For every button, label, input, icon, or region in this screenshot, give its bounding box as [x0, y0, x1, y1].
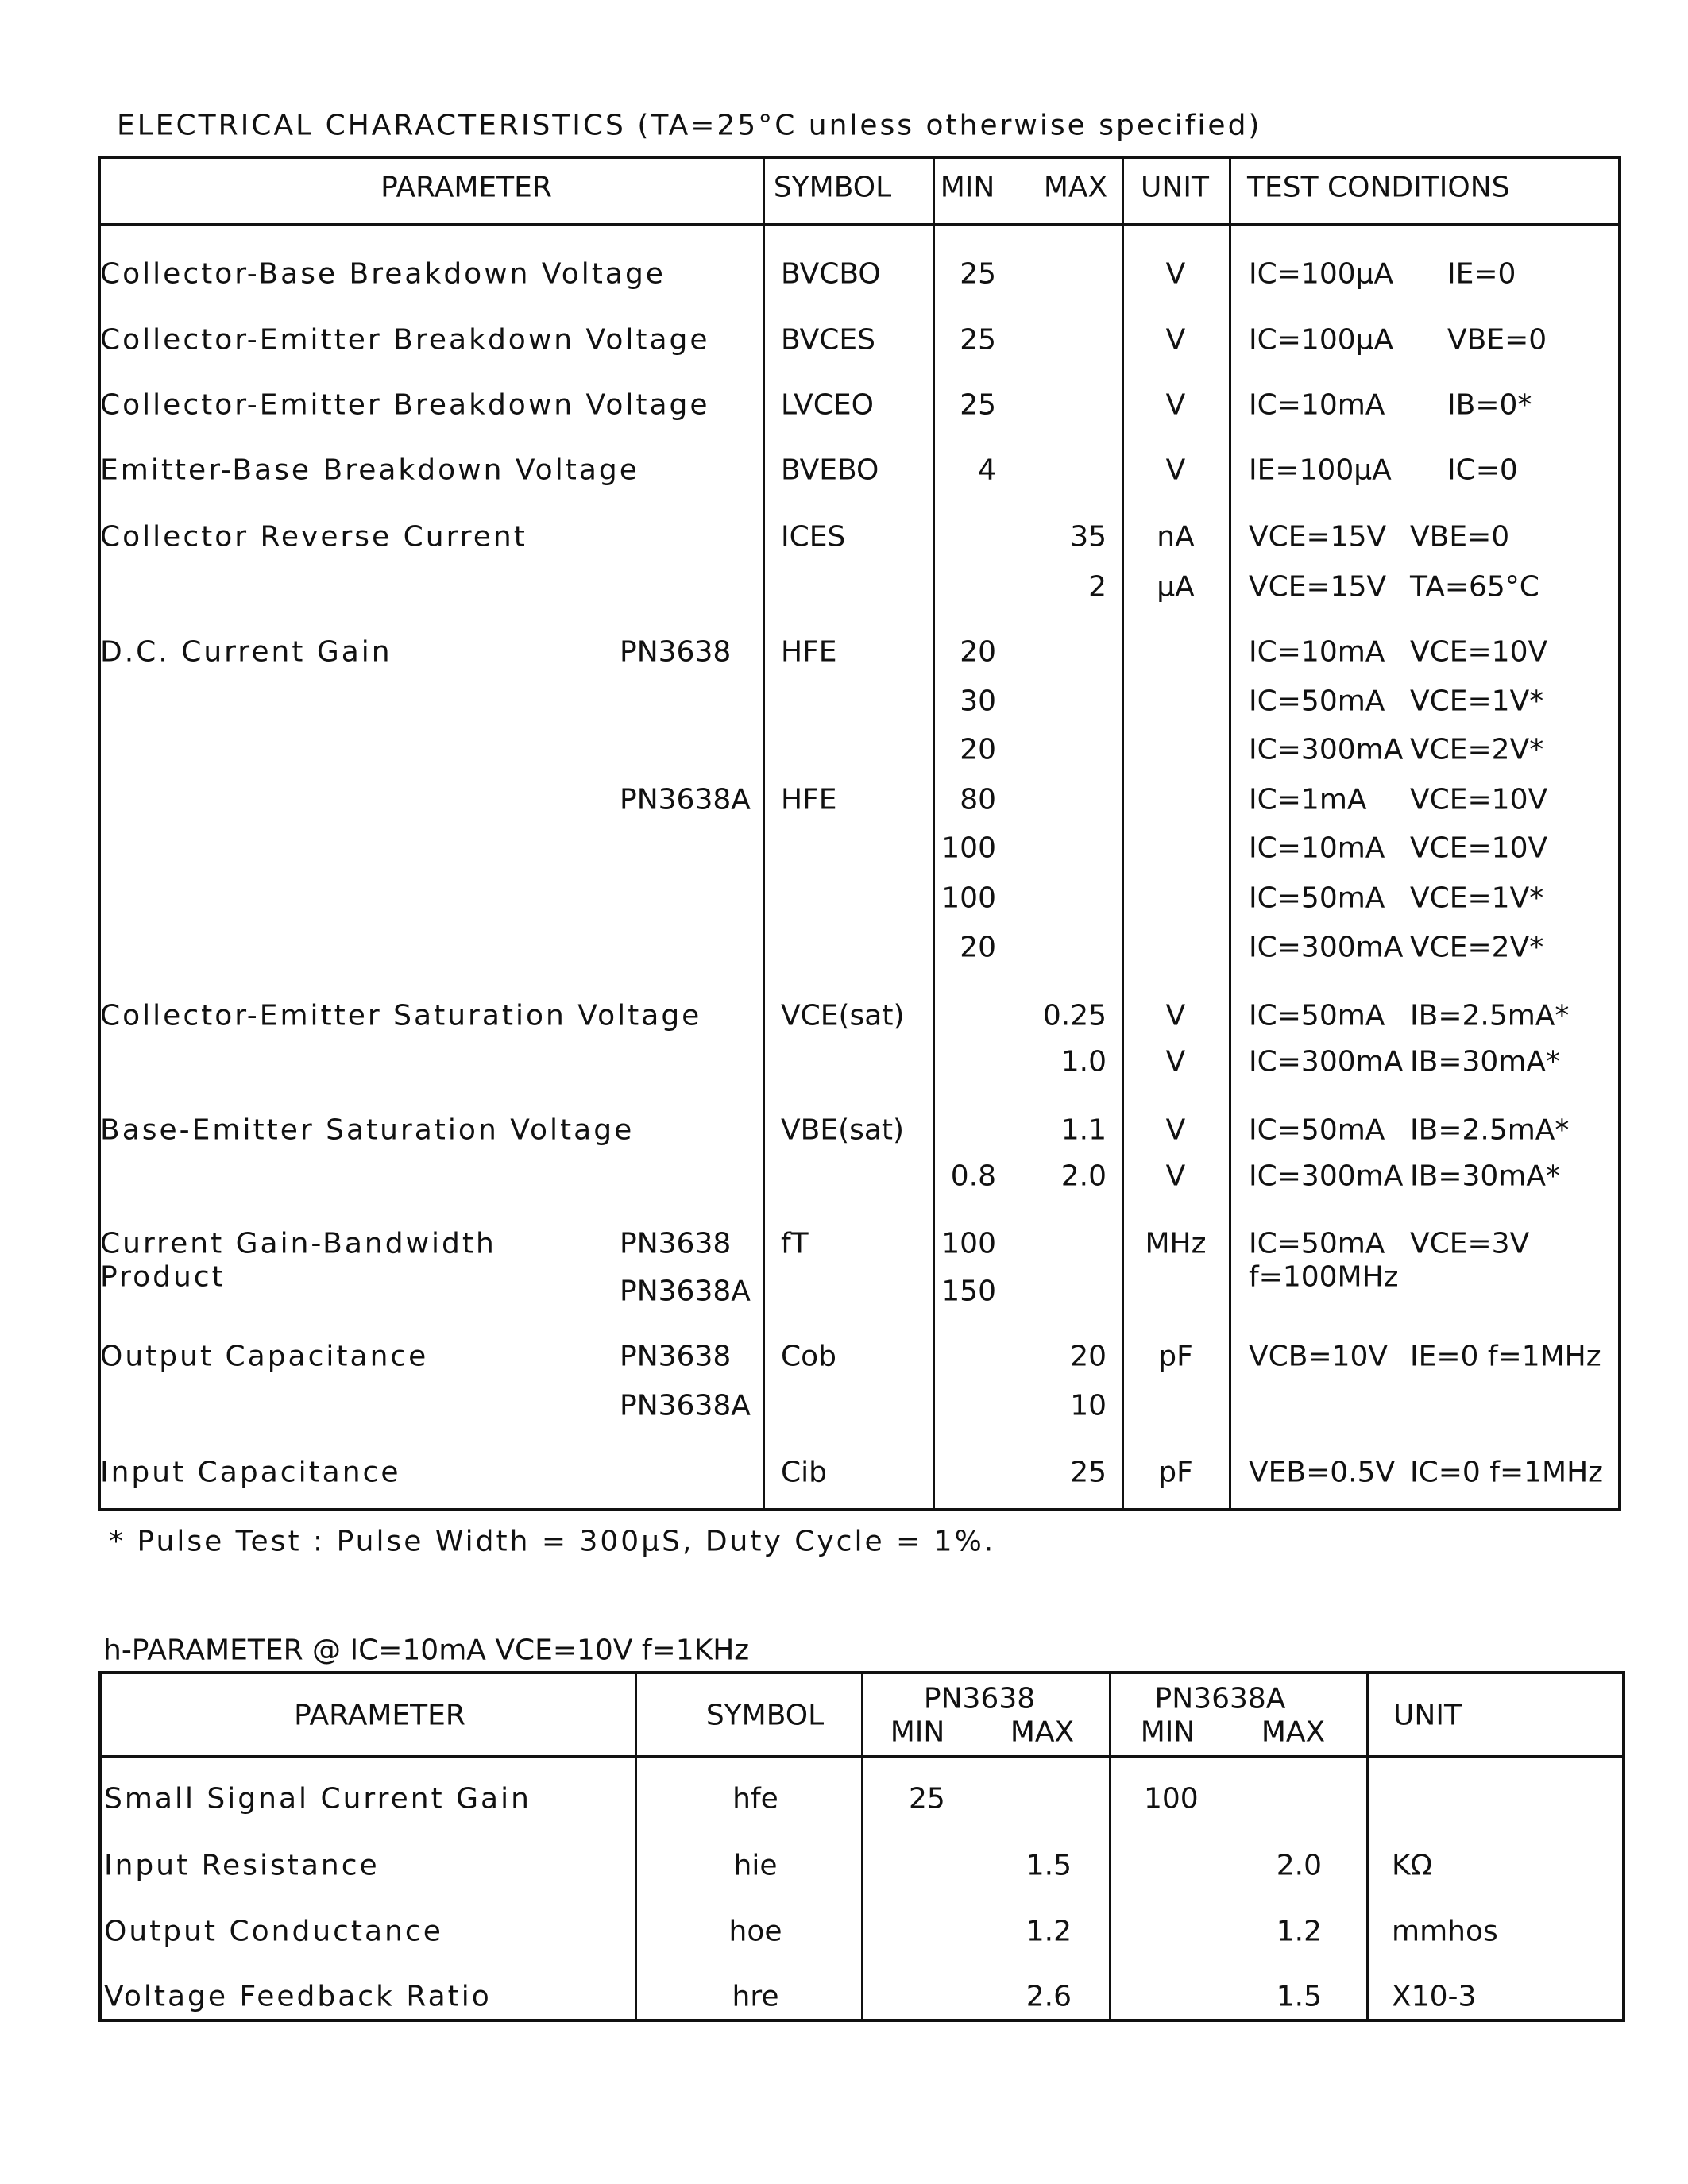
cell-cond2: TA=65°C — [1410, 570, 1539, 604]
cell-unit: pF — [1158, 1340, 1193, 1373]
cell-param: Collector Reverse Current — [100, 520, 527, 554]
cell-max2: 2.0 — [1276, 1849, 1322, 1882]
cell-cond2: IC=0 — [1447, 453, 1518, 487]
header-test-conditions: TEST CONDITIONS — [1247, 171, 1510, 204]
cell-cond1: IC=50mA — [1249, 1227, 1385, 1260]
cell-cond2: VCE=10V — [1410, 635, 1548, 669]
cell-param: Base-Emitter Saturation Voltage — [100, 1113, 635, 1147]
cell-max: 10 — [1070, 1389, 1107, 1422]
cell-cond2: VCE=10V — [1410, 832, 1548, 865]
cell-symbol: LVCEO — [781, 388, 874, 422]
cell-symbol: BVEBO — [781, 453, 879, 487]
cell-cond1: IC=100µA — [1249, 323, 1394, 357]
cell-cond2: VBE=0 — [1447, 323, 1547, 357]
cell-symbol: VBE(sat) — [781, 1113, 905, 1147]
cell-cond2: VCE=1V* — [1410, 882, 1544, 915]
cell-symbol: Cib — [781, 1456, 827, 1489]
cell-cond1: IC=50mA — [1249, 1113, 1385, 1147]
cell-cond1: IC=300mA — [1249, 931, 1404, 964]
header-unit: UNIT — [1393, 1699, 1462, 1732]
cell-cond1: VCE=15V — [1249, 520, 1387, 554]
cell-cond1: IC=10mA — [1249, 388, 1385, 422]
footnote: * Pulse Test : Pulse Width = 300µS, Duty Cycle = 1%. — [109, 1525, 996, 1558]
cell-min: 150 — [941, 1275, 996, 1308]
cell-unit: nA — [1157, 520, 1195, 554]
cell-max: 1.1 — [1060, 1113, 1107, 1147]
cell-min: 30 — [960, 685, 996, 718]
cell-max: 2.0 — [1060, 1160, 1107, 1193]
cell-param: Small Signal Current Gain — [104, 1782, 531, 1815]
cell-param: Current Gain-Bandwidth — [100, 1227, 496, 1260]
cell-cond1: IC=10mA — [1249, 635, 1385, 669]
cell-unit: mmhos — [1392, 1915, 1498, 1948]
cell-min: 20 — [960, 635, 996, 669]
cell-min: 100 — [941, 882, 996, 915]
cell-min: 25 — [960, 388, 996, 422]
cell-cond1: IC=100µA — [1249, 257, 1394, 291]
cell-max: 2 — [1088, 570, 1107, 604]
cell-cond1: IC=50mA — [1249, 685, 1385, 718]
cell-max1: 1.5 — [1026, 1849, 1072, 1882]
cell-min: 25 — [960, 323, 996, 357]
header-max: MAX — [1043, 171, 1108, 204]
column-divider — [933, 156, 935, 1511]
cell-param: Output Capacitance — [100, 1340, 429, 1373]
cell-unit: V — [1165, 323, 1186, 357]
header-pn3638a: PN3638A — [1154, 1682, 1286, 1715]
cell-unit: V — [1165, 999, 1186, 1032]
cell-max1: 2.6 — [1026, 1980, 1072, 2013]
column-divider — [1229, 156, 1231, 1511]
cell-param: Collector-Emitter Breakdown Voltage — [100, 323, 710, 357]
cell-cond1: IC=300mA — [1249, 1045, 1404, 1078]
cell-min: 0.8 — [950, 1160, 996, 1193]
cell-cond1: IC=1mA — [1249, 783, 1367, 816]
cell-max: 25 — [1070, 1456, 1107, 1489]
header-parameter: PARAMETER — [380, 171, 552, 204]
header-unit: UNIT — [1141, 171, 1209, 204]
cell-cond1: VEB=0.5V — [1249, 1456, 1396, 1489]
cell-max2: 1.2 — [1276, 1915, 1322, 1948]
cell-unit: V — [1165, 453, 1186, 487]
cell-param: Input Resistance — [104, 1849, 380, 1882]
cell-cond1: IC=50mA — [1249, 999, 1385, 1032]
cell-param: Output Conductance — [104, 1915, 443, 1948]
cell-cond2: IB=30mA* — [1410, 1045, 1560, 1078]
cell-param: Voltage Feedback Ratio — [104, 1980, 492, 2013]
cell-max: 20 — [1070, 1340, 1107, 1373]
cell-symbol: HFE — [781, 635, 837, 669]
cell-cond1: VCE=15V — [1249, 570, 1387, 604]
cell-symbol: VCE(sat) — [781, 999, 905, 1032]
cell-cond2: IB=2.5mA* — [1410, 1113, 1570, 1147]
header-symbol: SYMBOL — [705, 1699, 825, 1732]
table-border — [98, 156, 1621, 1511]
cell-symbol: hoe — [728, 1915, 782, 1948]
cell-cond2: VBE=0 — [1410, 520, 1510, 554]
cell-min: 20 — [960, 931, 996, 964]
cell-cond1: IE=100µA — [1249, 453, 1392, 487]
cell-cond2: IB=2.5mA* — [1410, 999, 1570, 1032]
cell-unit: KΩ — [1392, 1849, 1433, 1882]
cell-max1: 1.2 — [1026, 1915, 1072, 1948]
cell-param: Collector-Emitter Saturation Voltage — [100, 999, 702, 1032]
cell-symbol: HFE — [781, 783, 837, 816]
cell-min: 4 — [978, 453, 996, 487]
cell-unit: V — [1165, 1160, 1186, 1193]
header-min: MIN — [890, 1715, 945, 1749]
header-max: MAX — [1010, 1715, 1075, 1749]
cell-cond2: VCE=10V — [1410, 783, 1548, 816]
cell-cond2: VCE=1V* — [1410, 685, 1544, 718]
column-divider — [1366, 1671, 1369, 2022]
column-divider — [763, 156, 765, 1511]
cell-cond2: IB=0* — [1447, 388, 1532, 422]
header-min: MIN — [940, 171, 995, 204]
cell-cond2: IE=0 — [1447, 257, 1516, 291]
cell-symbol: ICES — [781, 520, 846, 554]
cell-cond2: VCE=2V* — [1410, 733, 1544, 766]
column-divider — [635, 1671, 637, 2022]
cell-unit: V — [1165, 257, 1186, 291]
cell-cond1: VCB=10V — [1249, 1340, 1389, 1373]
cell-max: 0.25 — [1042, 999, 1107, 1032]
cell-symbol: hfe — [732, 1782, 778, 1815]
header-symbol: SYMBOL — [773, 171, 892, 204]
cell-unit: X10-3 — [1392, 1980, 1477, 2013]
cell-unit: V — [1165, 388, 1186, 422]
cell-min: 20 — [960, 733, 996, 766]
cell-cond1: IC=300mA — [1249, 1160, 1404, 1193]
cell-unit: µA — [1157, 570, 1195, 604]
header-parameter: PARAMETER — [294, 1699, 465, 1732]
cell-model: PN3638 — [620, 1340, 732, 1373]
cell-param: Product — [100, 1260, 226, 1294]
cell-max2: 1.5 — [1276, 1980, 1322, 2013]
cell-param: Collector-Base Breakdown Voltage — [100, 257, 666, 291]
cell-cond1: IC=10mA — [1249, 832, 1385, 865]
cell-cond1: IC=50mA — [1249, 882, 1385, 915]
header-pn3638: PN3638 — [923, 1682, 1036, 1715]
cell-unit: MHz — [1145, 1227, 1207, 1260]
header-max: MAX — [1261, 1715, 1326, 1749]
cell-max: 1.0 — [1060, 1045, 1107, 1078]
cell-param: Input Capacitance — [100, 1456, 401, 1489]
cell-min: 25 — [960, 257, 996, 291]
cell-param: Emitter-Base Breakdown Voltage — [100, 453, 639, 487]
cell-cond2: IE=0 f=1MHz — [1410, 1340, 1601, 1373]
cell-model: PN3638A — [620, 1389, 751, 1422]
cell-param: Collector-Emitter Breakdown Voltage — [100, 388, 710, 422]
header-min: MIN — [1140, 1715, 1196, 1749]
cell-min: 100 — [941, 1227, 996, 1260]
section-title: ELECTRICAL CHARACTERISTICS (TA=25°C unless otherwise specified) — [117, 109, 1262, 142]
cell-cond1: f=100MHz — [1249, 1260, 1399, 1294]
cell-symbol: fT — [781, 1227, 809, 1260]
cell-cond2: IC=0 f=1MHz — [1410, 1456, 1604, 1489]
cell-symbol: hre — [732, 1980, 779, 2013]
cell-model: PN3638 — [620, 635, 732, 669]
column-divider — [861, 1671, 863, 2022]
cell-min2: 100 — [1144, 1782, 1199, 1815]
cell-min: 80 — [960, 783, 996, 816]
cell-param: D.C. Current Gain — [100, 635, 392, 669]
cell-min: 100 — [941, 832, 996, 865]
cell-unit: V — [1165, 1045, 1186, 1078]
h-parameter-title: h-PARAMETER @ IC=10mA VCE=10V f=1KHz — [103, 1634, 750, 1667]
cell-symbol: hie — [733, 1849, 778, 1882]
cell-symbol: BVCES — [781, 323, 875, 357]
cell-model: PN3638A — [620, 1275, 751, 1308]
cell-cond2: VCE=3V — [1410, 1227, 1530, 1260]
header-divider — [98, 223, 1621, 226]
cell-unit: V — [1165, 1113, 1186, 1147]
cell-cond1: IC=300mA — [1249, 733, 1404, 766]
cell-symbol: BVCBO — [781, 257, 881, 291]
cell-symbol: Cob — [781, 1340, 837, 1373]
cell-cond2: IB=30mA* — [1410, 1160, 1560, 1193]
cell-max: 35 — [1070, 520, 1107, 554]
column-divider — [1109, 1671, 1111, 2022]
cell-cond2: VCE=2V* — [1410, 931, 1544, 964]
cell-min1: 25 — [909, 1782, 945, 1815]
cell-model: PN3638 — [620, 1227, 732, 1260]
cell-unit: pF — [1158, 1456, 1193, 1489]
cell-model: PN3638A — [620, 783, 751, 816]
column-divider — [1122, 156, 1124, 1511]
